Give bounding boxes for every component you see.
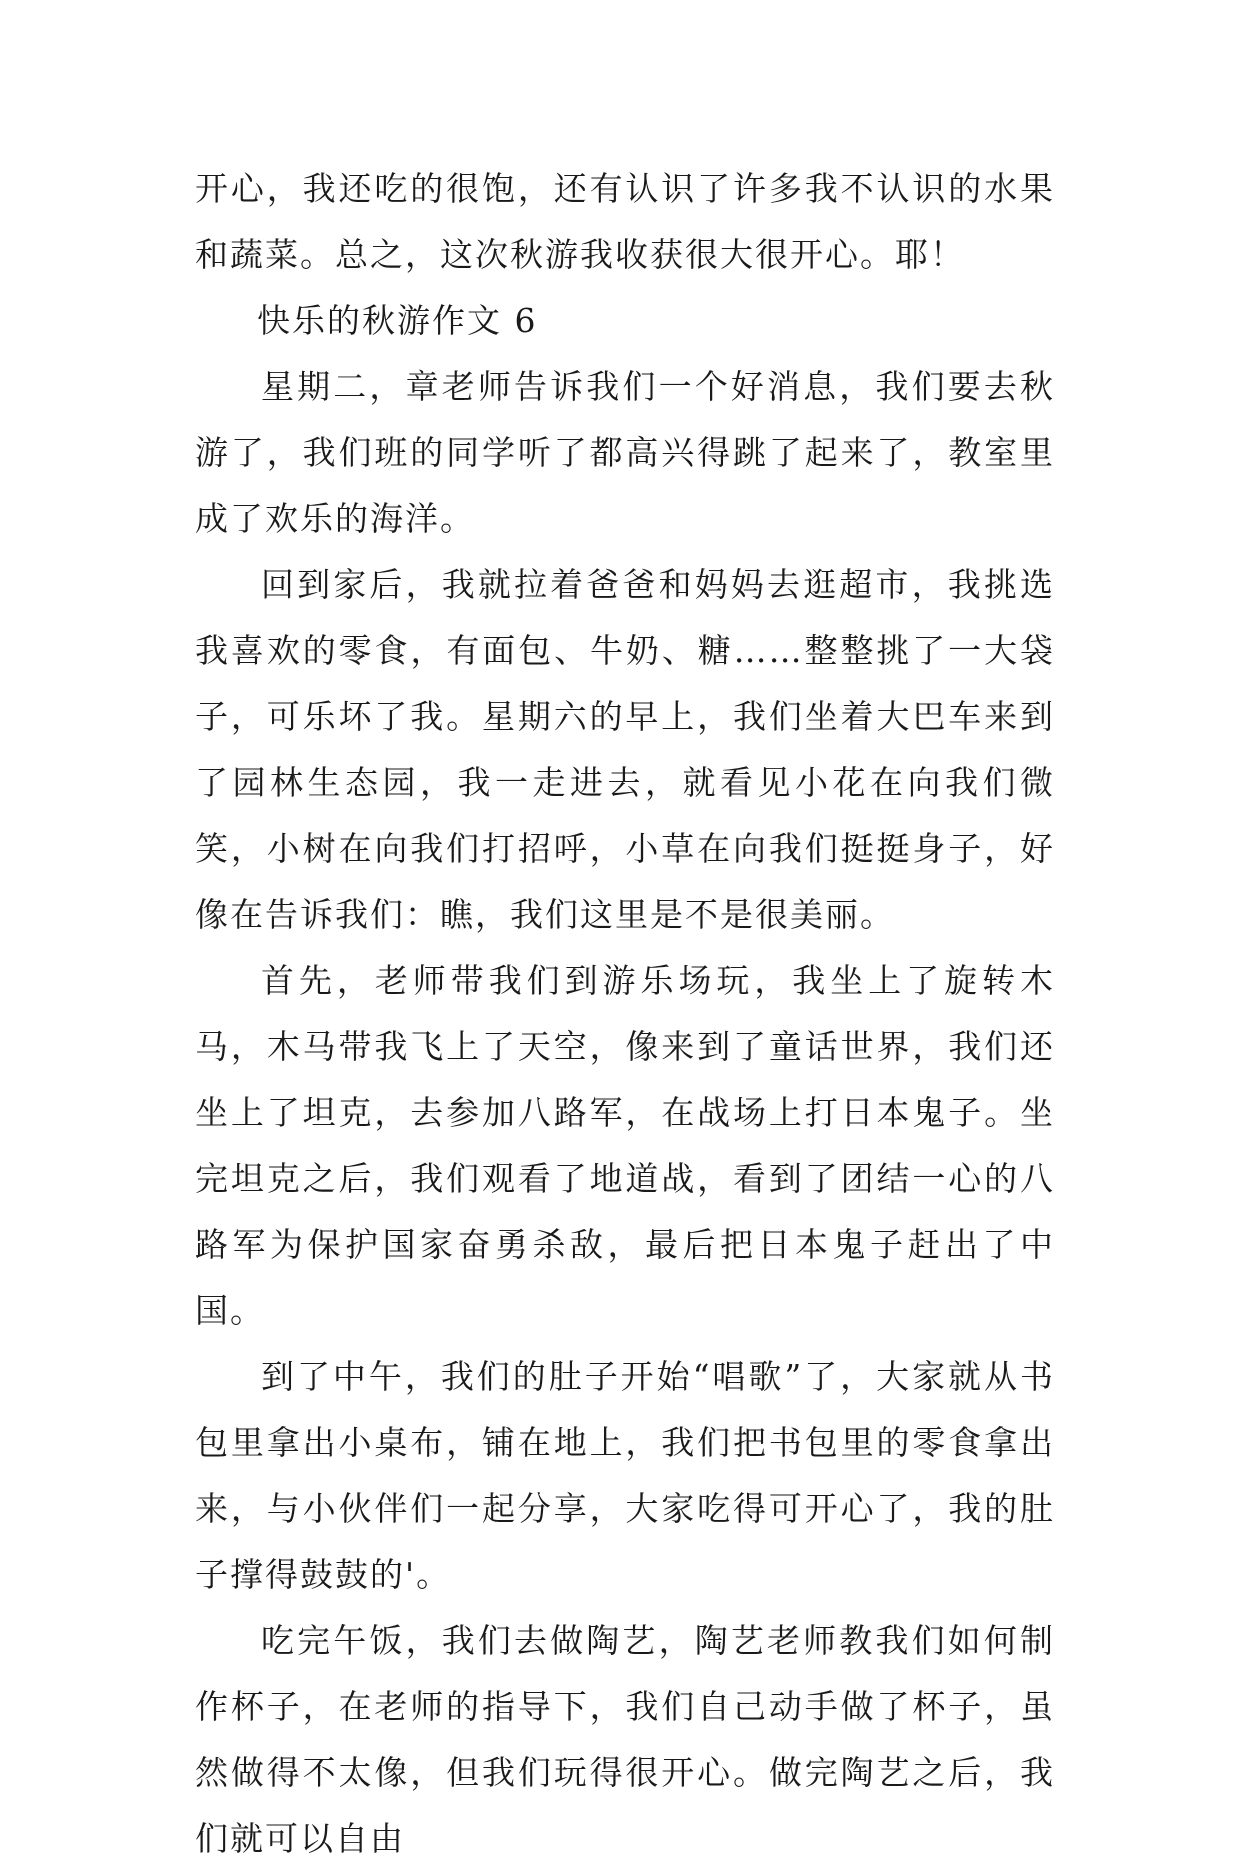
paragraph-continuation: 开心，我还吃的很饱，还有认识了许多我不认识的水果和蔬菜。总之，这次秋游我收获很大很开心。耶！ — [195, 169, 1055, 274]
paragraph: 到了中午，我们的肚子开始“唱歌”了，大家就从书包里拿出小桌布，铺在地上，我们把书包里的零食拿出来，与小伙伴们一起分享，大家吃得可开心了，我的肚子撑得鼓鼓的'。 — [195, 1357, 1055, 1594]
paragraph: 吃完午饭，我们去做陶艺，陶艺老师教我们如何制作杯子，在老师的指导下，我们自己动手做了杯子，虽然做得不太像，但我们玩得很开心。做完陶艺之后，我们就可以自由 — [195, 1621, 1055, 1858]
paragraph: 星期二，章老师告诉我们一个好消息，我们要去秋游了，我们班的同学听了都高兴得跳了起来了，教室里成了欢乐的海洋。 — [195, 367, 1055, 538]
paragraph: 首先，老师带我们到游乐场玩，我坐上了旋转木马，木马带我飞上了天空，像来到了童话世界，我们还坐上了坦克，去参加八路军，在战场上打日本鬼子。坐完坦克之后，我们观看了地道战，看到了团结一心的八路军为保护国家奋勇杀敌，最后把日本鬼子赶出了中国。 — [195, 961, 1055, 1330]
section-heading: 快乐的秋游作文 6 — [257, 301, 538, 340]
document-body — [195, 156, 1055, 1872]
paragraph: 回到家后，我就拉着爸爸和妈妈去逛超市，我挑选我喜欢的零食，有面包、牛奶、糖……整整挑了一大袋子，可乐坏了我。星期六的早上，我们坐着大巴车来到了园林生态园，我一走进去，就看见小花在向我们微笑，小树在向我们打招呼，小草在向我们挺挺身子，好像在告诉我们：瞧，我们这里是不是很美丽。 — [195, 565, 1055, 934]
